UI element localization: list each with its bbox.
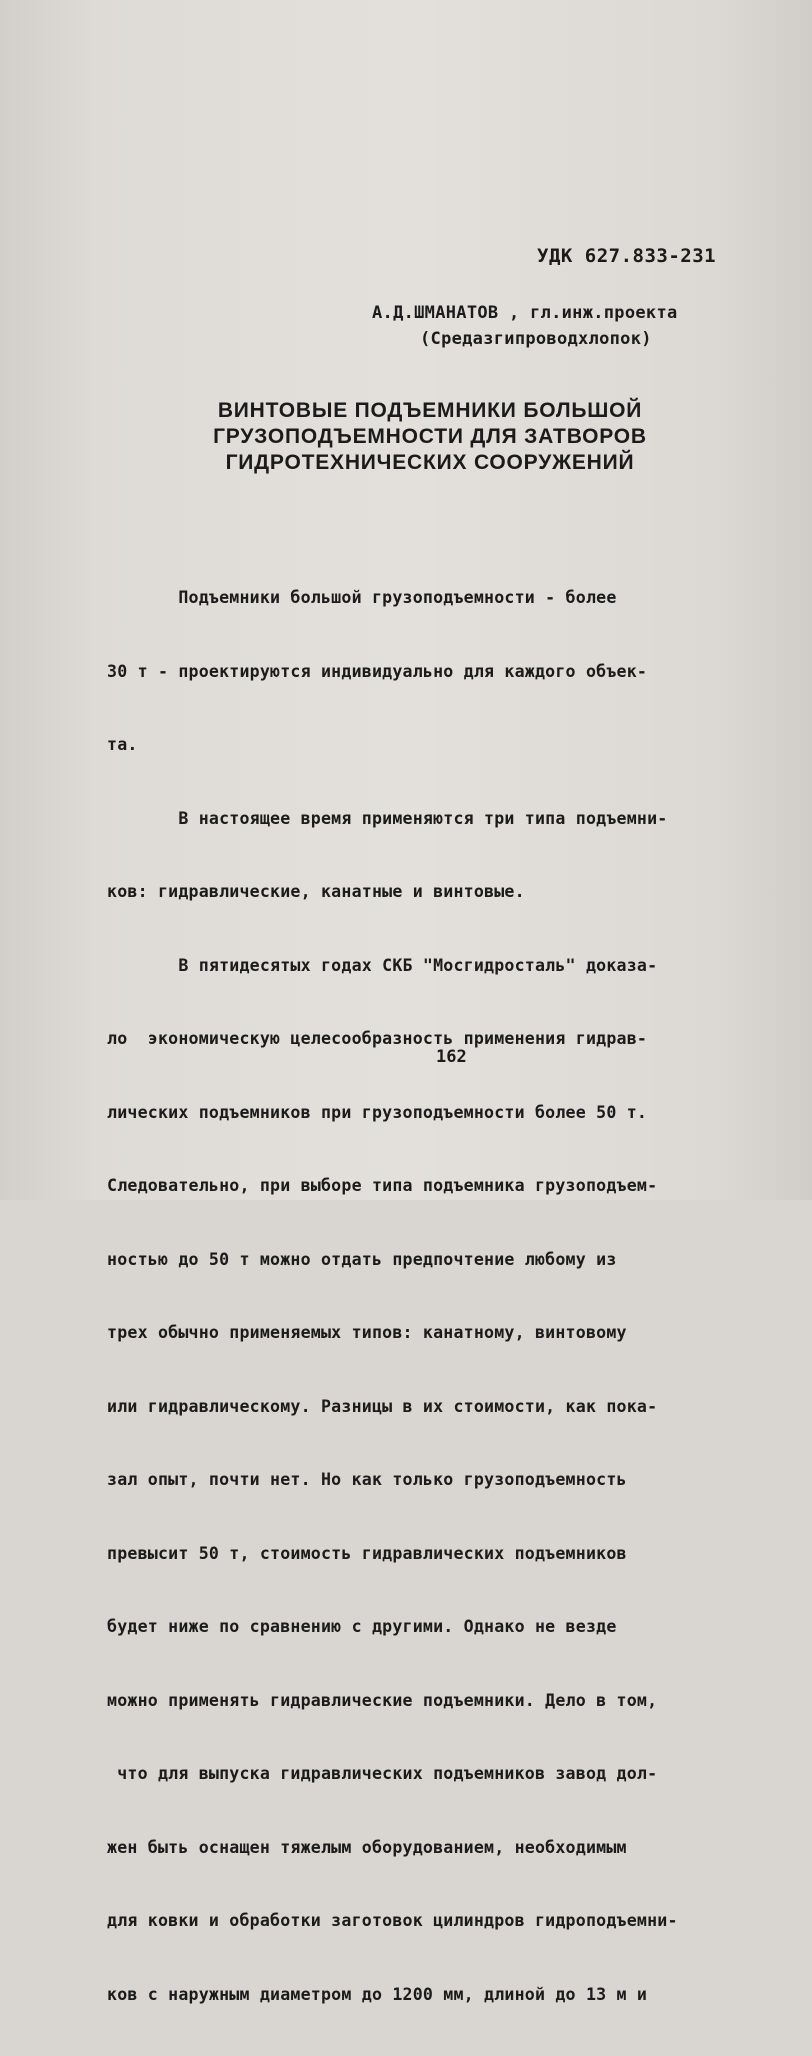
body-line: Подъемники большой грузоподъемности - более (107, 588, 617, 607)
body-line: для ковки и обработки заготовок цилиндров гидроподъемни- (107, 1911, 678, 1930)
article-title (150, 398, 710, 476)
author-organization: (Средазгипроводхлопок) (420, 329, 652, 349)
body-line: В пятидесятых годах СКБ "Мосгидросталь" доказа- (107, 955, 658, 975)
body-line: что для выпуска гидравлических подъемников завод дол- (107, 1764, 658, 1783)
body-line: лических подъемников при грузоподъемности более 50 т. (107, 1102, 648, 1122)
body-line: В настоящее время применяются три типа подъемни- (107, 808, 668, 828)
body-line: трех обычно применяемых типов: канатному, винтовому (107, 1323, 627, 1342)
body-line: ло экономическую целесообразность применения гидрав- (107, 1029, 648, 1048)
author-block (372, 303, 772, 349)
body-line: ностью до 50 т можно отдать предпочтение любому из (107, 1249, 617, 1269)
title-line: ВИНТОВЫЕ ПОДЪЕМНИКИ БОЛЬШОЙ (217, 399, 643, 422)
body-line: ков: гидравлические, канатные и винтовые. (107, 882, 525, 901)
body-line: будет ниже по сравнению с другими. Однако не везде (107, 1617, 617, 1636)
title-line: ГИДРОТЕХНИЧЕСКИХ СООРУЖЕНИЙ (225, 451, 635, 474)
title-line: ГРУЗОПОДЪЕМНОСТИ ДЛЯ ЗАТВОРОВ (213, 425, 647, 448)
article-body (107, 537, 797, 2056)
body-line: Следовательно, при выборе типа подъемника грузоподъем- (107, 1176, 658, 1195)
body-line: превысит 50 т, стоимость гидравлических подъемников (107, 1543, 627, 1563)
body-line: можно применять гидравлические подъемники. Дело в том, (107, 1690, 658, 1710)
body-line: 30 т - проектируются индивидуально для каждого объек- (107, 661, 648, 681)
body-line: или гидравлическому. Разницы в их стоимости, как пока- (107, 1396, 658, 1416)
udk-code: УДК 627.833-231 (537, 245, 717, 267)
body-line: жен быть оснащен тяжелым оборудованием, необходимым (107, 1837, 627, 1857)
body-line: та. (107, 735, 138, 754)
page-number: 162 (436, 1047, 467, 1067)
body-line: зал опыт, почти нет. Но как только грузоподъемность (107, 1470, 627, 1489)
author-name-title: А.Д.ШМАНАТОВ , гл.инж.проекта (372, 303, 678, 323)
body-line: ков с наружным диаметром до 1200 мм, длиной до 13 м и (107, 1984, 648, 2004)
